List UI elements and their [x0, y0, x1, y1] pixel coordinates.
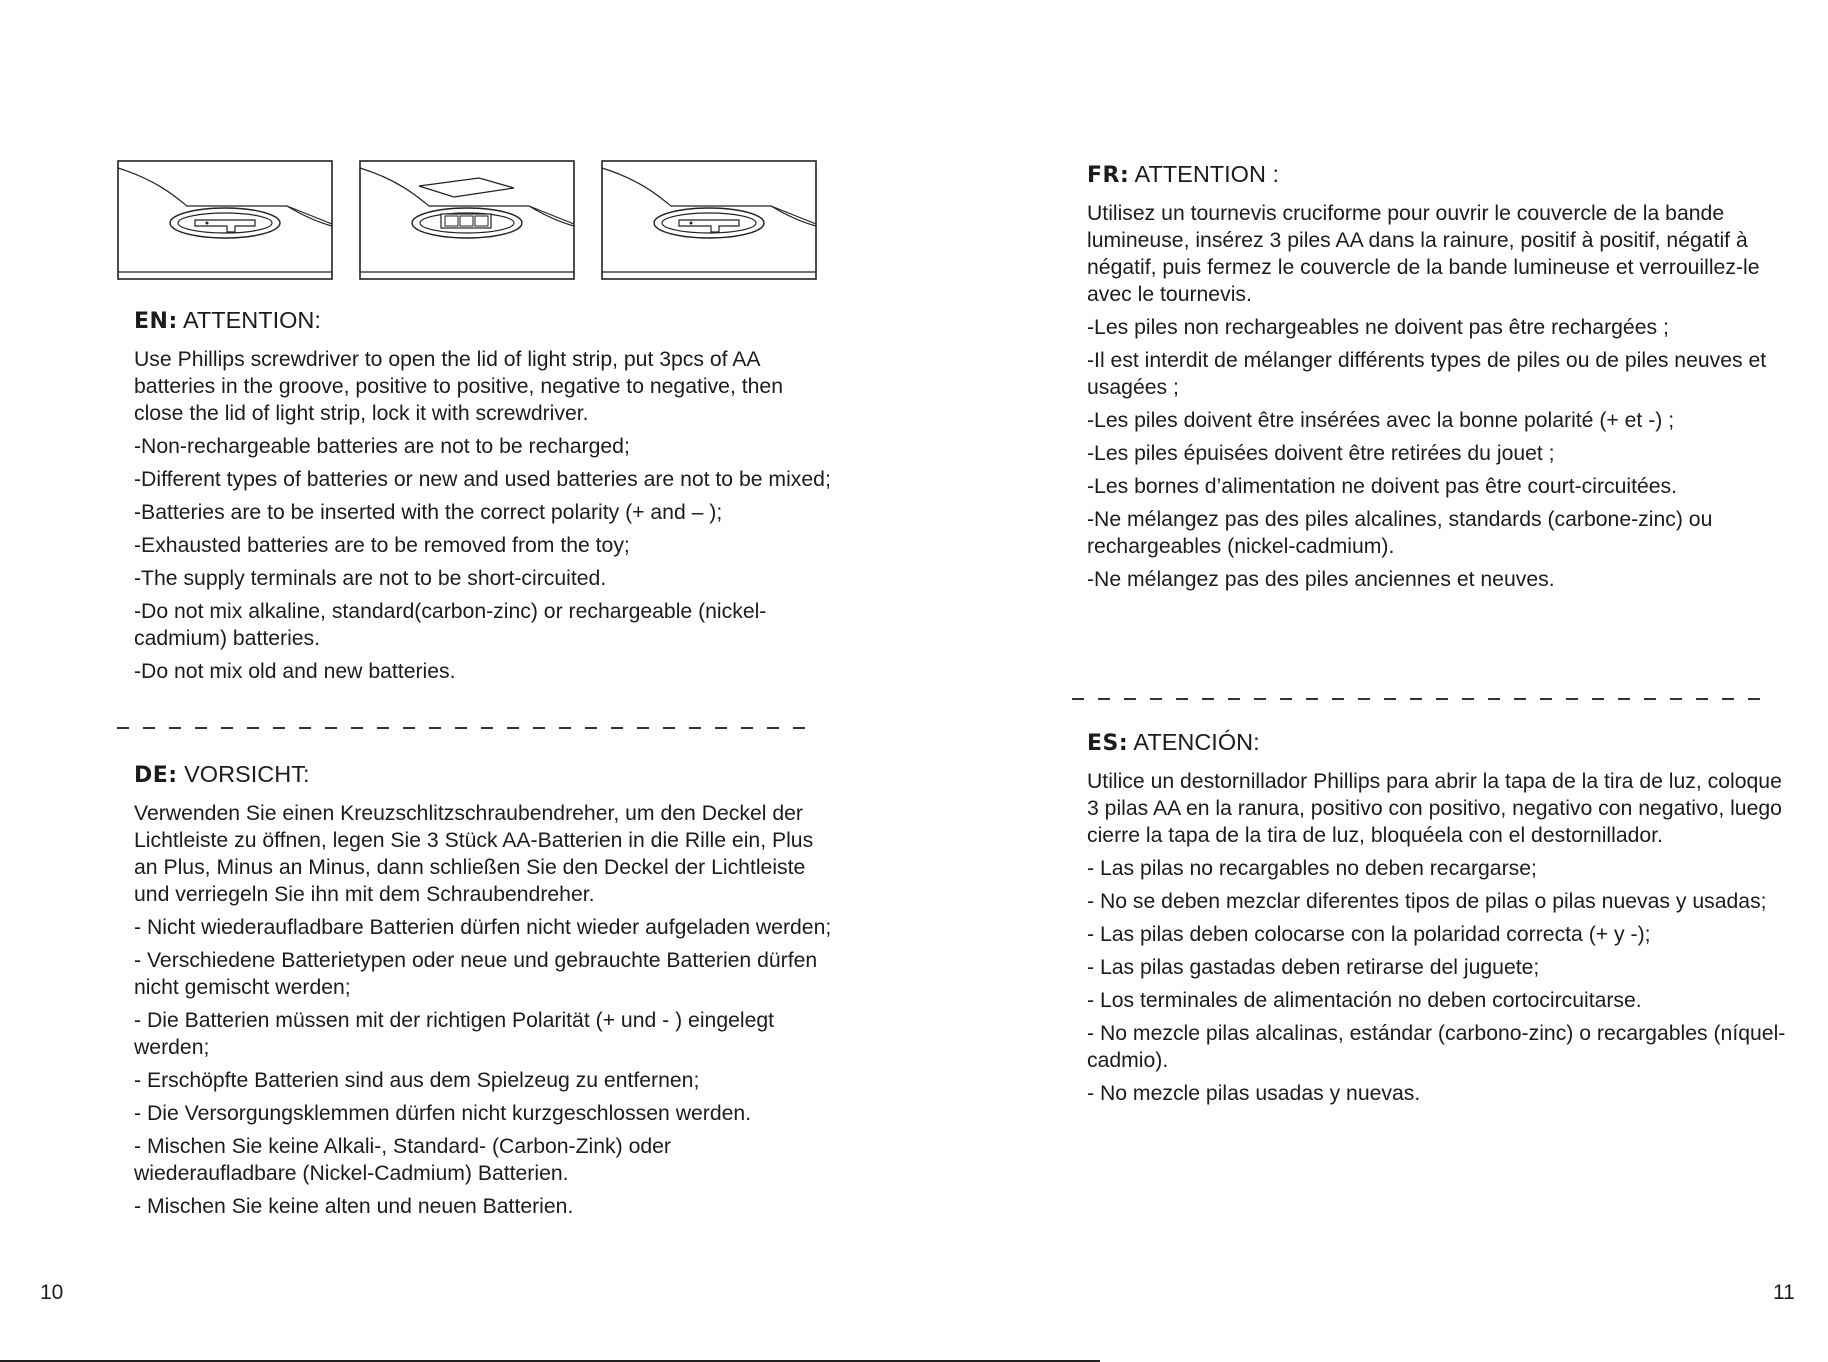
- de-code: DE:: [134, 763, 178, 788]
- de-item: - Mischen Sie keine Alkali-, Standard- (Carbon-Zink) oder wiederaufladbare (Nickel-Cadmium) Batterien.: [134, 1135, 671, 1185]
- es-title: ATENCIÓN:: [1133, 729, 1260, 755]
- right-page: [1087, 160, 1787, 599]
- en-item: -Do not mix old and new batteries.: [134, 660, 456, 683]
- en-heading: [134, 306, 834, 336]
- de-intro: Verwenden Sie einen Kreuzschlitzschraubendreher, um den Deckel der Lichtleiste zu öffnen, legen Sie 3 Stück AA-Batterien in die Rille ein, Plus an Plus, Minus an Minus, dann schließen Sie den Deckel der Lichtleiste und verriegeln Sie ihn mit dem Schraubendreher.: [134, 802, 814, 906]
- en-title: ATTENTION:: [182, 307, 321, 333]
- es-item: - Las pilas gastadas deben retirarse del juguete;: [1087, 956, 1540, 979]
- instruction-figures: [117, 150, 834, 278]
- fr-code: FR:: [1087, 163, 1130, 188]
- de-heading: [134, 760, 834, 790]
- page-number-left: 10: [40, 1281, 64, 1304]
- es-item: - Las pilas deben colocarse con la polaridad correcta (+ y -);: [1087, 923, 1651, 946]
- fr-item: -Les piles doivent être insérées avec la bonne polarité (+ et -) ;: [1087, 409, 1675, 432]
- fr-item: -Ne mélangez pas des piles anciennes et neuves.: [1087, 568, 1555, 591]
- en-code: EN:: [134, 309, 178, 334]
- fr-item: -Les bornes d’alimentation ne doivent pas être court-circuitées.: [1087, 475, 1678, 498]
- fr-heading: [1087, 160, 1787, 190]
- de-item: - Erschöpfte Batterien sind aus dem Spielzeug zu entfernen;: [134, 1069, 700, 1092]
- de-item: - Die Versorgungsklemmen dürfen nicht kurzgeschlossen werden.: [134, 1102, 752, 1125]
- es-code: ES:: [1087, 731, 1129, 756]
- es-item: - No mezcle pilas usadas y nuevas.: [1087, 1082, 1421, 1105]
- de-section: [134, 760, 834, 1220]
- en-item: -The supply terminals are not to be short-circuited.: [134, 567, 607, 590]
- light-strip-battery-insert-icon: [359, 160, 575, 280]
- fr-title: ATTENTION :: [1134, 161, 1279, 187]
- page-number-right: 11: [1773, 1281, 1795, 1304]
- es-item: - No mezcle pilas alcalinas, estándar (carbono-zinc) o recargables (níquel-cadmio).: [1087, 1022, 1786, 1072]
- en-intro: Use Phillips screwdriver to open the lid of light strip, put 3pcs of AA batteries in the groove, positive to positive, negative to negative, then close the lid of light strip, lock it with screwdriver.: [134, 348, 783, 425]
- es-item: - No se deben mezclar diferentes tipos de pilas o pilas nuevas y usadas;: [1087, 890, 1767, 913]
- es-intro: Utilice un destornillador Phillips para abrir la tapa de la tira de luz, coloque 3 pilas AA en la ranura, positivo con positivo, negativo con negativo, luego cierre la tapa de la tira de luz, bloquéela con el destornillador.: [1087, 770, 1782, 847]
- es-section: [1087, 728, 1787, 1107]
- de-title: VORSICHT:: [184, 761, 310, 787]
- de-item: - Mischen Sie keine alten und neuen Batterien.: [134, 1195, 574, 1218]
- es-item: - Los terminales de alimentación no deben cortocircuitarse.: [1087, 989, 1642, 1012]
- left-page: [134, 150, 834, 691]
- fr-item: -Les piles épuisées doivent être retirées du jouet ;: [1087, 442, 1555, 465]
- light-strip-lid-closed-icon: [117, 160, 333, 280]
- de-item: - Nicht wiederaufladbare Batterien dürfen nicht wieder aufgeladen werden;: [134, 916, 832, 939]
- fr-section: [1087, 160, 1787, 593]
- en-item: -Different types of batteries or new and used batteries are not to be mixed;: [134, 468, 831, 491]
- left-page-lower: [134, 760, 834, 1226]
- fr-item: -Il est interdit de mélanger différents types de piles ou de piles neuves et usagées ;: [1087, 349, 1767, 399]
- en-item: -Non-rechargeable batteries are not to be recharged;: [134, 435, 630, 458]
- de-item: - Die Batterien müssen mit der richtigen Polarität (+ und - ) eingelegt werden;: [134, 1009, 775, 1059]
- page-bottom-rule: [0, 1360, 1100, 1362]
- en-item: -Exhausted batteries are to be removed from the toy;: [134, 534, 630, 557]
- es-item: - Las pilas no recargables no deben recargarse;: [1087, 857, 1537, 880]
- fr-item: -Ne mélangez pas des piles alcalines, standards (carbone-zinc) ou rechargeables (nickel-cadmium).: [1087, 508, 1713, 558]
- en-item: -Do not mix alkaline, standard(carbon-zinc) or rechargeable (nickel-cadmium) batteries.: [134, 600, 767, 650]
- section-divider: [1072, 698, 1774, 700]
- en-item: -Batteries are to be inserted with the correct polarity (+ and – );: [134, 501, 723, 524]
- fr-intro: Utilisez un tournevis cruciforme pour ouvrir le couvercle de la bande lumineuse, insérez 3 piles AA dans la rainure, positif à positif, négatif à négatif, puis fermez le couvercle de la bande lumineuse et verrouillez-le avec le tournevis.: [1087, 202, 1760, 306]
- section-divider: [117, 727, 817, 729]
- en-section: [134, 306, 834, 685]
- es-heading: [1087, 728, 1787, 758]
- fr-item: -Les piles non rechargeables ne doivent pas être rechargées ;: [1087, 316, 1669, 339]
- right-page-lower: [1087, 728, 1787, 1113]
- light-strip-lid-locked-icon: [601, 160, 817, 280]
- de-item: - Verschiedene Batterietypen oder neue und gebrauchte Batterien dürfen nicht gemischt werden;: [134, 949, 818, 999]
